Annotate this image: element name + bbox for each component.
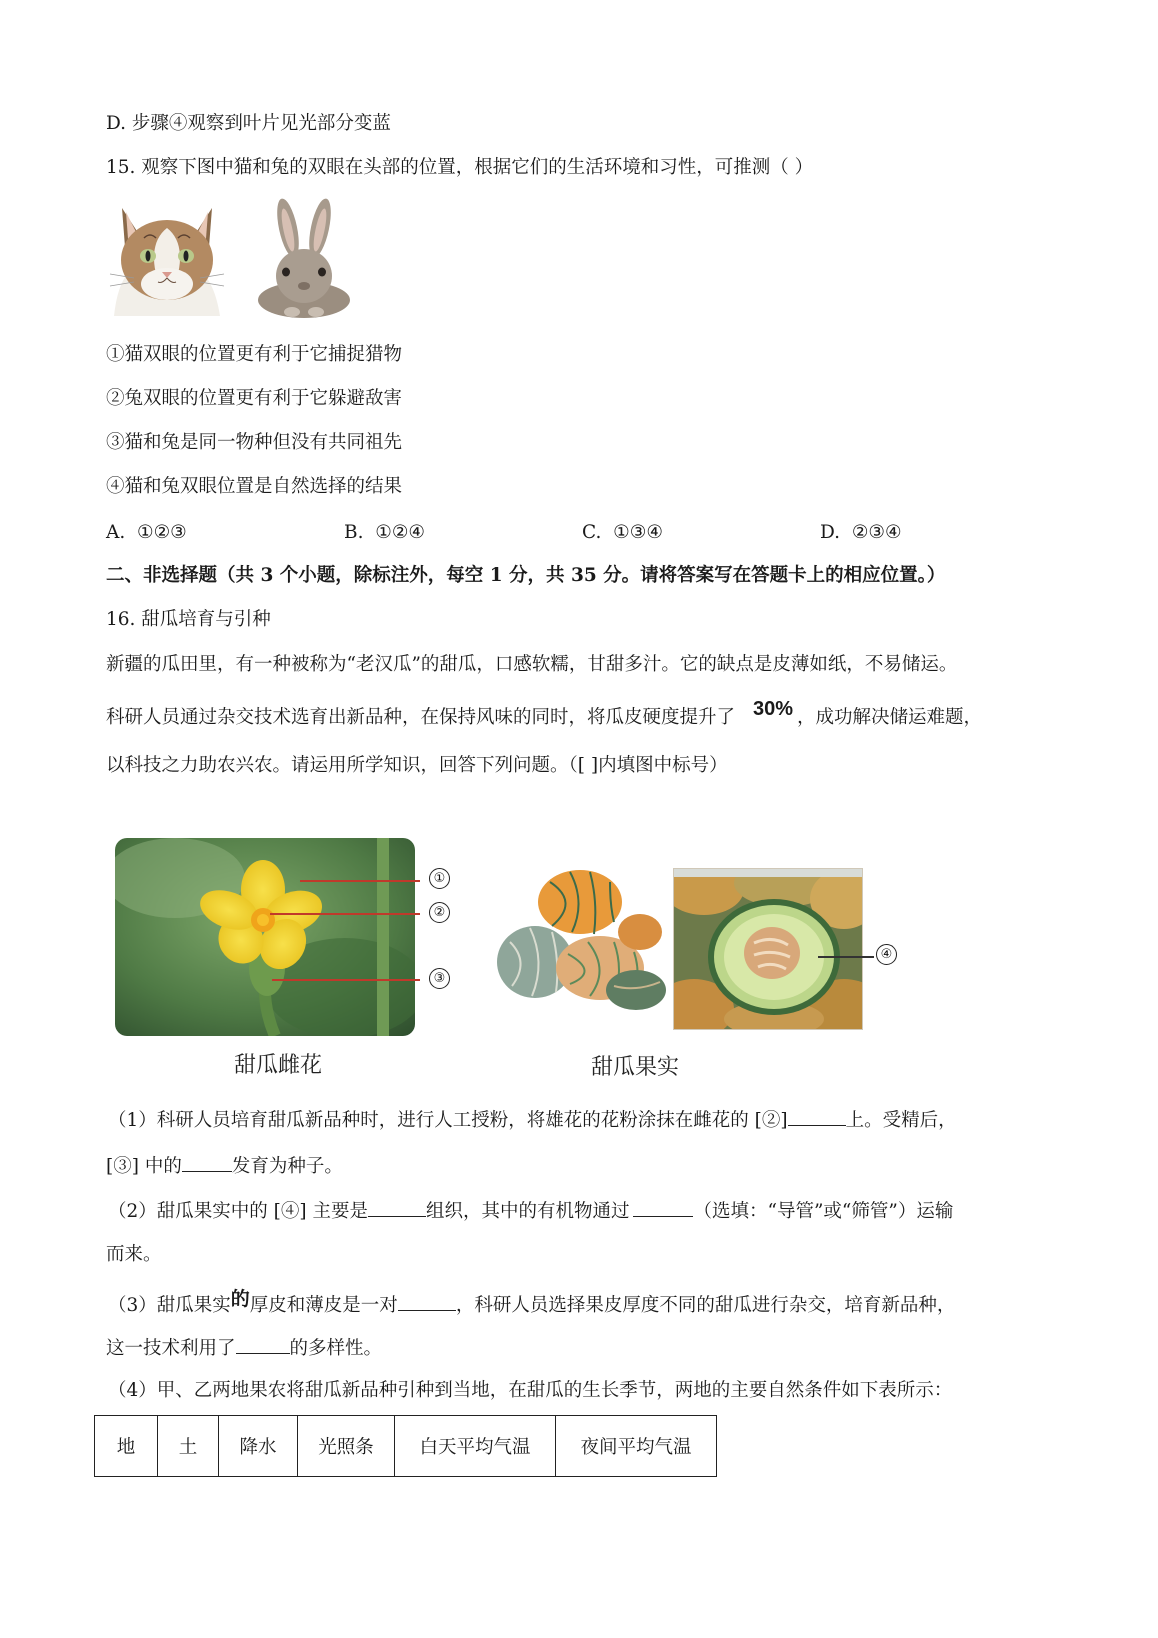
option-letter: A. [106, 522, 126, 543]
leader-line-1 [300, 880, 420, 882]
table-header-cell: 地 [95, 1416, 158, 1477]
option-letter: D. [820, 522, 841, 543]
answer-blank[interactable] [398, 1290, 456, 1311]
percent-value: 30% [753, 698, 794, 720]
sub1-text: 发育为种子。 [231, 1156, 343, 1177]
q16-sub1-line1 [108, 1105, 957, 1134]
intro-text: ，成功解决储运难题， [797, 707, 983, 728]
q16-intro-1: 新疆的瓜田里，有一种被称为“老汉瓜”的甜瓜，口感软糯，甘甜多汁。它的缺点是皮薄如纸，不易储运。 [106, 654, 958, 675]
answer-blank[interactable] [368, 1196, 426, 1217]
table-header-cell: 降水 [219, 1416, 298, 1477]
option-text: ①②④ [375, 522, 426, 543]
sub3-text: （3）甜瓜果实 [108, 1295, 231, 1316]
melon-cut-photo [673, 868, 863, 1030]
sub3-text: ，科研人员选择果皮厚度不同的甜瓜进行杂交，培育新品种， [455, 1295, 956, 1316]
q16-title: 16. 甜瓜培育与引种 [106, 609, 271, 630]
sub2-text: 组织，其中的有机物通过 [425, 1201, 630, 1222]
q14-option-d: D. 步骤④观察到叶片见光部分变蓝 [106, 113, 391, 134]
q16-intro-2 [106, 698, 983, 731]
table-header-cell: 白天平均气温 [395, 1416, 556, 1477]
q15-option-c [582, 520, 663, 546]
intro-text: 科研人员通过杂交技术选育出新品种，在保持风味的同时，将瓜皮硬度提升了 [106, 707, 736, 728]
marker-3: ③ [429, 968, 450, 989]
option-text: ①②③ [137, 522, 187, 543]
answer-blank[interactable] [788, 1105, 846, 1126]
option-letter: C. [582, 522, 602, 543]
q15-statement-4: ④猫和兔双眼位置是自然选择的结果 [106, 476, 403, 497]
section2-heading: 二、非选择题（共 3 个小题，除标注外，每空 1 分，共 35 分。请将答案写在答题卡上的相应位置。） [106, 565, 946, 586]
sub3-text: 的多样性。 [289, 1338, 383, 1359]
q16-sub2-line2: 而来。 [106, 1244, 162, 1265]
conditions-table [94, 1415, 717, 1477]
option-text: ①③④ [613, 522, 663, 543]
marker-2: ② [429, 902, 450, 923]
q16-sub3-line1 [108, 1290, 955, 1319]
q15-stem: 15. 观察下图中猫和兔的双眼在头部的位置，根据它们的生活环境和习性，可推测（ ） [106, 157, 814, 178]
sub2-text: （选填：“导管”或“筛管”）运输 [693, 1201, 954, 1222]
cat-photo [104, 198, 228, 318]
answer-blank[interactable] [182, 1151, 232, 1172]
q15-option-a [106, 520, 187, 546]
q15-statement-2: ②兔双眼的位置更有利于它躲避敌害 [106, 388, 403, 409]
answer-blank[interactable] [633, 1196, 693, 1217]
table-header-row [95, 1416, 717, 1477]
table-header-cell: 土 [158, 1416, 219, 1477]
q16-sub1-line2 [106, 1151, 343, 1180]
q15-statement-3: ③猫和兔是同一物种但没有共同祖先 [106, 432, 403, 453]
marker-1: ① [429, 868, 450, 889]
sub3-text: 厚皮和薄皮是一对 [249, 1295, 398, 1316]
sub3-particle: 的 [230, 1288, 250, 1310]
sub1-text: 上。受精后， [845, 1110, 957, 1131]
option-letter: B. [344, 522, 364, 543]
q16-intro-3: 以科技之力助农兴农。请运用所学知识，回答下列问题。（[ ]内填图中标号） [106, 755, 728, 776]
table-header-cell: 光照条 [298, 1416, 395, 1477]
melon-pile-photo [490, 862, 670, 1012]
marker-4: ④ [876, 944, 897, 965]
q16-sub2-line1 [108, 1196, 953, 1225]
leader-line-3 [272, 979, 420, 981]
table-header-cell: 夜间平均气温 [556, 1416, 717, 1477]
melon-flower-photo [115, 838, 415, 1036]
sub2-text: （2）甜瓜果实中的 [④] 主要是 [108, 1201, 368, 1222]
q16-sub4: （4）甲、乙两地果农将甜瓜新品种引种到当地，在甜瓜的生长季节，两地的主要自然条件如下表所示： [108, 1380, 953, 1401]
answer-blank[interactable] [236, 1333, 290, 1354]
leader-line-2 [270, 913, 420, 915]
sub1-text: （1）科研人员培育甜瓜新品种时，进行人工授粉，将雄花的花粉涂抹在雌花的 [②] [108, 1110, 788, 1131]
q16-sub3-line2 [106, 1333, 382, 1362]
sub3-text: 这一技术利用了 [106, 1338, 236, 1359]
leader-line-4 [818, 956, 874, 958]
sub1-text: [③] 中的 [106, 1156, 182, 1177]
flower-caption: 甜瓜雌花 [234, 1053, 323, 1078]
rabbit-photo [252, 198, 356, 318]
q15-option-d [820, 520, 902, 546]
q15-statement-1: ①猫双眼的位置更有利于它捕捉猎物 [106, 344, 403, 365]
fruit-caption: 甜瓜果实 [591, 1055, 680, 1080]
q15-option-b [344, 520, 425, 546]
option-text: ②③④ [851, 522, 902, 543]
